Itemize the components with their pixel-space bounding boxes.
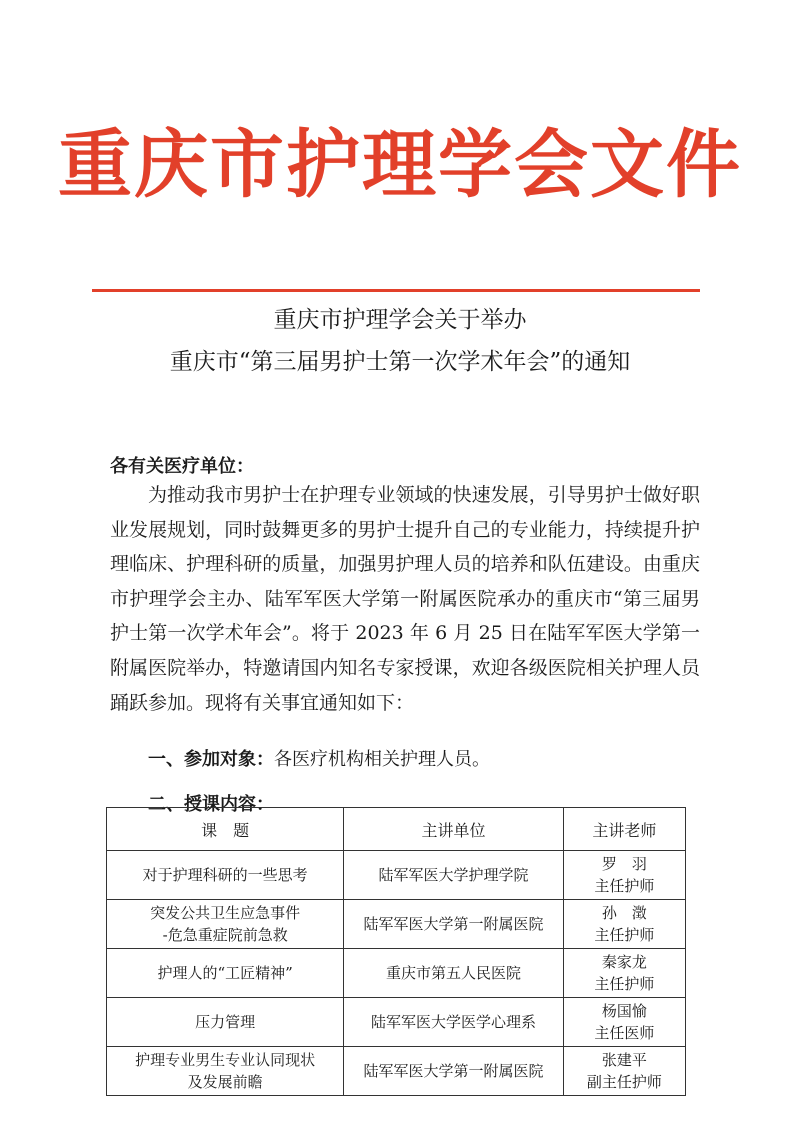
teacher-name: 杨国愉 <box>601 1002 647 1020</box>
cell-teacher <box>563 900 685 949</box>
teacher-title: 主任护师 <box>594 975 655 993</box>
topic-text: 护理专业男生专业认同现状 <box>135 1051 316 1069</box>
teacher-name: 张建平 <box>601 1051 647 1069</box>
topic-text: 压力管理 <box>195 1013 256 1031</box>
teacher-title: 主任医师 <box>594 1024 655 1042</box>
table-row <box>107 1047 686 1096</box>
section-participants-text: 各医疗机构相关护理人员。 <box>274 749 490 770</box>
teacher-title: 主任护师 <box>594 877 655 895</box>
teacher-title: 主任护师 <box>594 926 655 944</box>
cell-teacher <box>563 1047 685 1096</box>
notice-title-line2: 重庆市“第三届男护士第一次学术年会”的通知 <box>169 349 631 375</box>
course-table <box>106 807 686 1096</box>
topic-text-line2: 及发展前瞻 <box>187 1073 263 1091</box>
table-row <box>107 949 686 998</box>
cell-teacher <box>563 851 685 900</box>
header-divider <box>92 289 700 292</box>
document-header: 重庆市护理学会文件 <box>58 122 742 208</box>
cell-unit: 陆军军医大学护理学院 <box>344 851 563 900</box>
cell-topic <box>107 949 344 998</box>
section-participants-heading: 一、参加对象： <box>148 749 274 770</box>
column-header-teacher: 主讲老师 <box>563 808 685 851</box>
topic-text: 护理人的“工匠精神” <box>157 964 293 982</box>
table-header-row <box>107 808 686 851</box>
notice-title-line1: 重庆市护理学会关于举办 <box>273 307 527 333</box>
teacher-name: 秦家龙 <box>601 953 647 971</box>
cell-topic <box>107 851 344 900</box>
table-row <box>107 998 686 1047</box>
cell-teacher <box>563 998 685 1047</box>
teacher-name: 罗 羽 <box>601 855 647 873</box>
topic-text: 对于护理科研的一些思考 <box>142 866 308 884</box>
cell-unit: 陆军军医大学医学心理系 <box>344 998 563 1047</box>
topic-text: 突发公共卫生应急事件 <box>150 904 301 922</box>
salutation: 各有关医疗单位： <box>110 456 254 477</box>
topic-text-line2: -危急重症院前急救 <box>162 926 288 944</box>
cell-teacher <box>563 949 685 998</box>
column-header-unit: 主讲单位 <box>344 808 563 851</box>
teacher-name: 孙 澂 <box>601 904 647 922</box>
cell-topic <box>107 998 344 1047</box>
cell-topic <box>107 900 344 949</box>
cell-unit: 重庆市第五人民医院 <box>344 949 563 998</box>
cell-unit: 陆军军医大学第一附属医院 <box>344 900 563 949</box>
cell-unit: 陆军军医大学第一附属医院 <box>344 1047 563 1096</box>
section-courses-heading: 二、授课内容： <box>148 794 274 815</box>
cell-topic <box>107 1047 344 1096</box>
body-paragraph: 为推动我市男护士在护理专业领域的快速发展，引导男护士做好职业发展规划，同时鼓舞更多的男护士提升自己的专业能力，持续提升护理临床、护理科研的质量，加强男护理人员的培养和队伍建设。由重庆市护理学会主办、陆军军医大学第一附属医院承办的重庆市“第三届男护士第一次学术年会”。将于 2023 年 6 月 25 日在陆军军医大学第一附属医院举办，特邀请国内知名专家授课，欢迎各级医院相关护理人员踊跃参加。现将有关事宜通知如下： <box>110 484 700 714</box>
column-header-topic: 课 题 <box>107 808 344 851</box>
section-participants <box>148 745 490 771</box>
table-row <box>107 900 686 949</box>
teacher-title: 副主任护师 <box>586 1073 662 1091</box>
table-row <box>107 851 686 900</box>
